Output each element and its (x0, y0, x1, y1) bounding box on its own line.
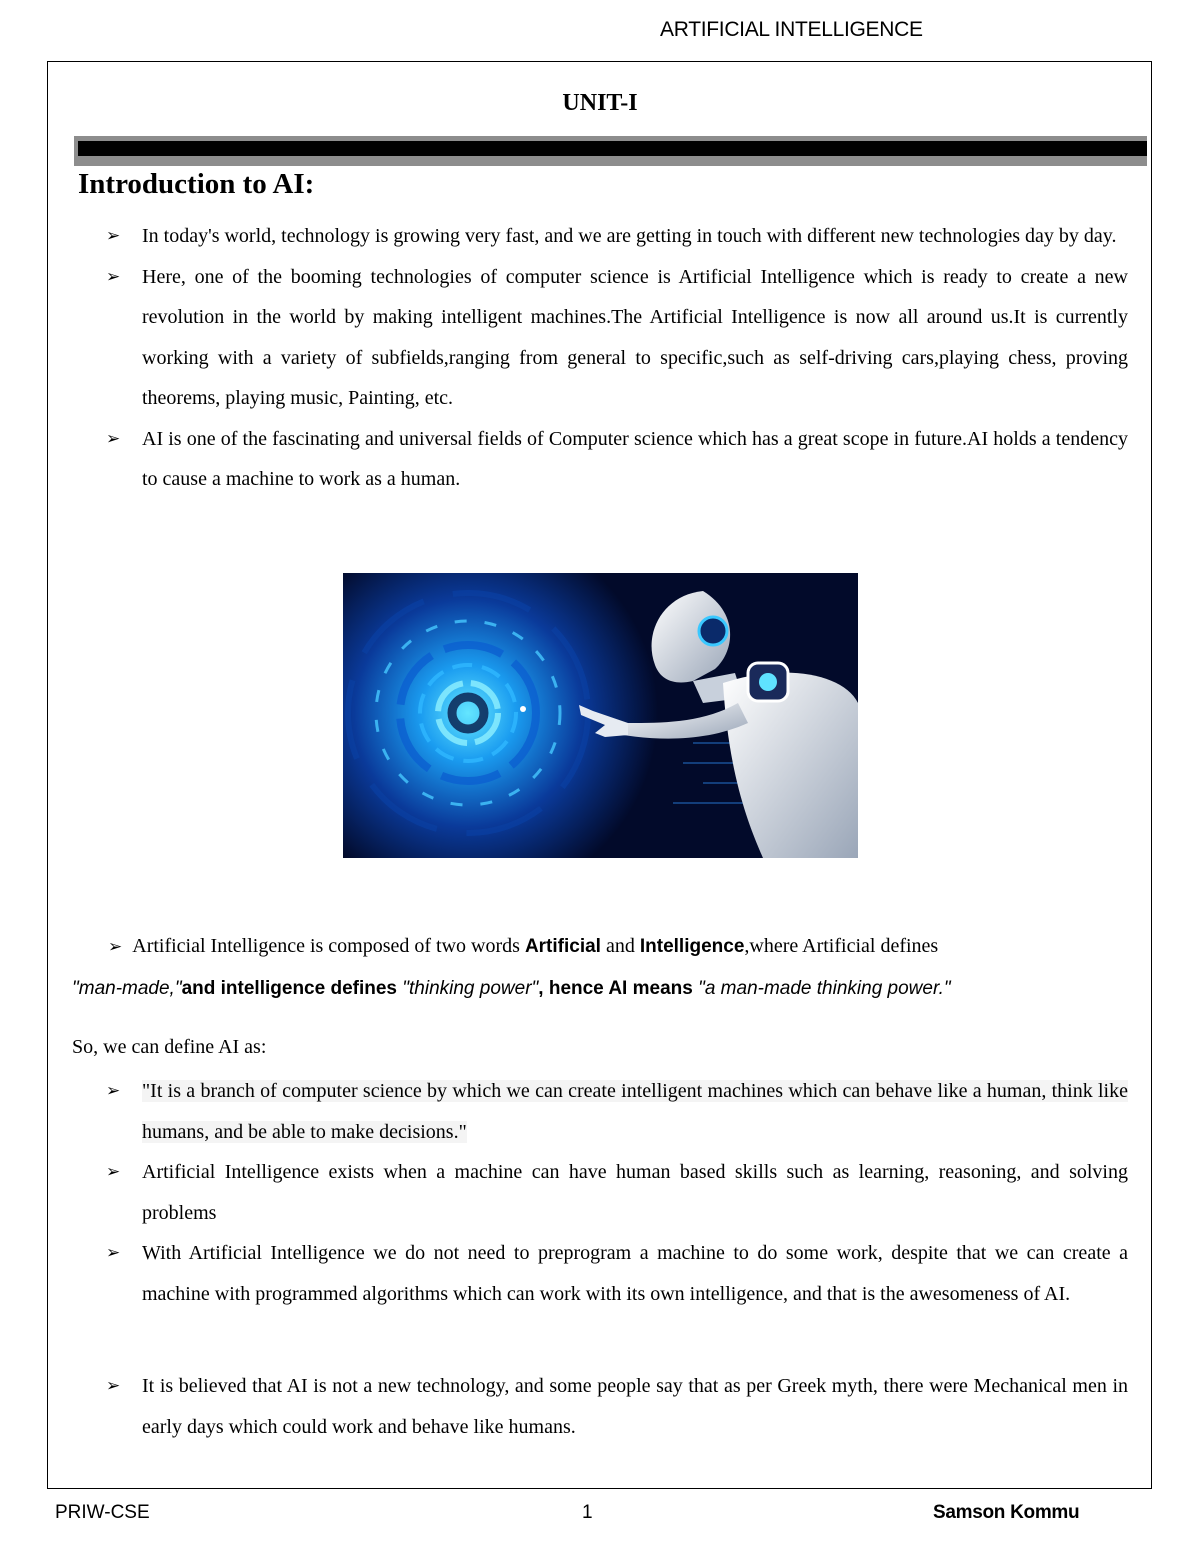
unit-title: UNIT-I (562, 90, 638, 116)
quote-man-made: "man-made," (72, 978, 182, 999)
page-number: 1 (582, 1502, 593, 1523)
closing-bullet-list (106, 1366, 1128, 1447)
arrow-bullet-icon: ➢ (106, 1243, 121, 1263)
quote-thinking-power: "thinking power" (402, 978, 539, 999)
arrow-bullet-icon: ➢ (106, 1376, 121, 1396)
list-item: ➢ AI is one of the fascinating and universal fields of Computer science which has a great scope in future.AI holds a tendency to cause a machine to work as a human. (106, 419, 1128, 500)
list-item: ➢ In today's world, technology is growing very fast, and we are getting in touch with different new technologies day by day. (106, 216, 1128, 257)
definition-intro: So, we can define AI as: (72, 1036, 267, 1058)
arrow-bullet-icon: ➢ (106, 428, 121, 449)
list-item: ➢ Here, one of the booming technologies of computer science is Artificial Intelligence which is ready to create a new revolution in the world by making intelligent machines.The Artificial Intelligence is now all around us.It is currently working with a variety of subfields,ranging from general to specific,such as self-driving cars,playing chess, proving theorems, playing music, Painting, etc. (106, 257, 1128, 419)
title-rule (78, 141, 1147, 156)
composition-paragraph: ➢ Artificial Intelligence is composed of two words Artificial and Intelligence,where Artificial defines "man-made,"and intelligence defines "thinking power", hence AI means "a man-made thinking power." (72, 935, 951, 999)
ai-robot-illustration (343, 573, 858, 858)
list-item: ➢ With Artificial Intelligence we do not need to preprogram a machine to do some work, despite that we can create a machine with programmed algorithms which can work with its own intelligence, and that is the awesomeness of AI. (106, 1233, 1128, 1314)
running-header-title: ARTIFICIAL INTELLIGENCE (660, 18, 923, 41)
arrow-bullet-icon: ➢ (106, 1162, 121, 1182)
quote-definition: "a man-made thinking power." (698, 978, 951, 999)
term-artificial: Artificial (524, 936, 601, 957)
arrow-bullet-icon: ➢ (106, 266, 121, 287)
list-item: ➢ It is believed that AI is not a new technology, and some people say that as per Greek myth, there were Mechanical men in early days which could work and behave like humans. (106, 1366, 1128, 1447)
intro-bullet-list (106, 216, 1128, 500)
list-item: ➢ Artificial Intelligence exists when a machine can have human based skills such as learning, reasoning, and solving problems (106, 1152, 1128, 1233)
arrow-bullet-icon: ➢ (106, 226, 121, 246)
list-item: ➢ "It is a branch of computer science by which we can create intelligent machines which can behave like a human, think like humans, and be able to make decisions." (106, 1071, 1128, 1152)
definition-bullet-list (106, 1071, 1128, 1314)
footer-author: Samson Kommu (933, 1502, 1080, 1523)
arrow-bullet-icon: ➢ (108, 937, 123, 957)
term-intelligence: Intelligence (639, 936, 745, 957)
footer-department: PRIW-CSE (55, 1502, 150, 1523)
section-heading: Introduction to AI: (78, 168, 315, 200)
arrow-bullet-icon: ➢ (106, 1081, 121, 1101)
